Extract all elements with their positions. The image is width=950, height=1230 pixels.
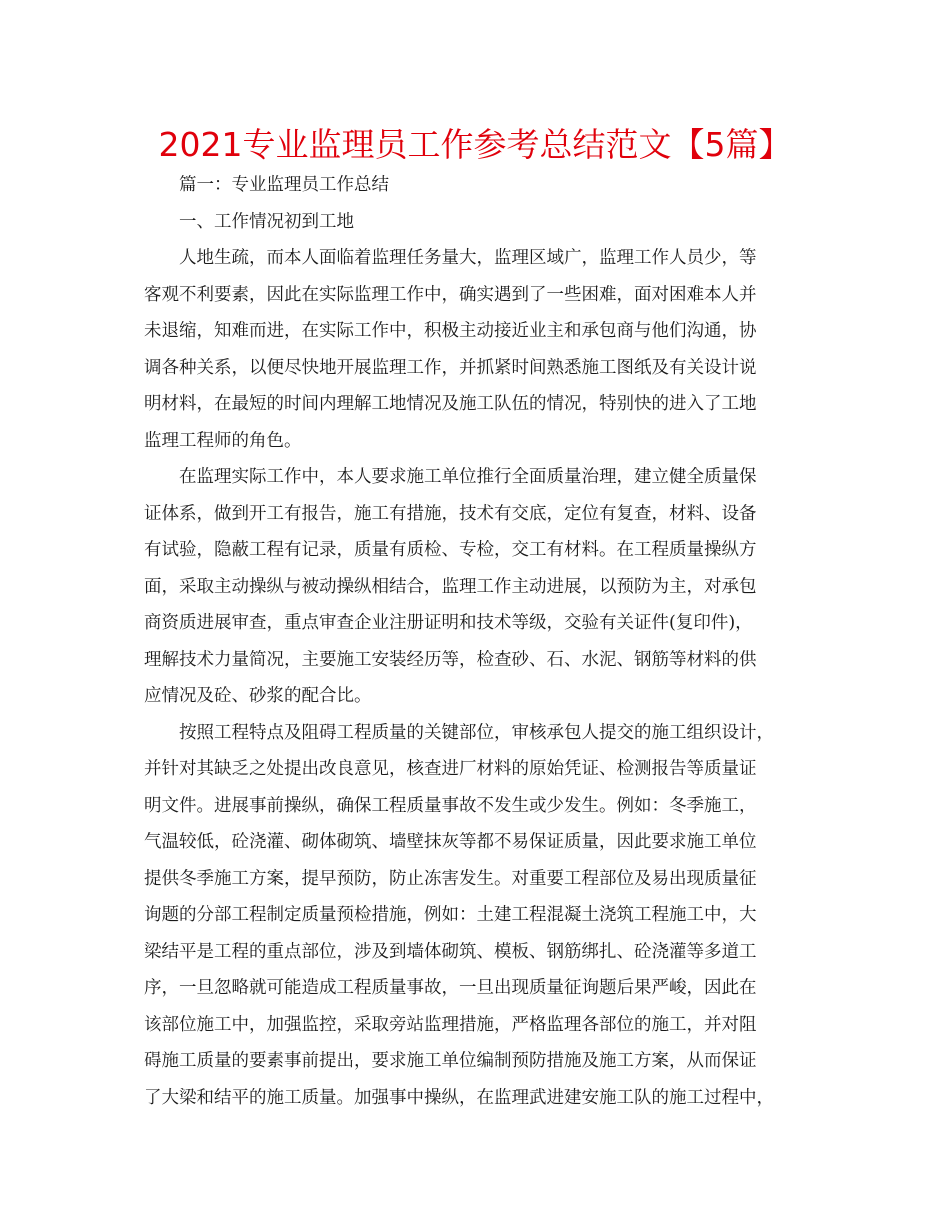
paragraph-line: 证体系，做到开工有报告，施工有措施，技术有交底，定位有复查，材料、设备 (144, 503, 757, 524)
paragraph-line: 按照工程特点及阻碍工程质量的关键部位，审核承包人提交的施工组织设计， (179, 722, 774, 743)
paragraph-2 (144, 459, 808, 715)
document-title: 2021专业监理员工作参考总结范文【5篇】 (158, 125, 792, 164)
document-body (144, 167, 808, 1116)
paragraph-line: 气温较低，砼浇灌、砌体砌筑、墙壁抹灰等都不易保证质量，因此要求施工单位 (144, 832, 757, 852)
paragraph-line: 在监理实际工作中，本人要求施工单位推行全面质量治理，建立健全质量保 (179, 467, 757, 487)
paragraph-line: 该部位施工中，加强监控，采取旁站监理措施，严格监理各部位的施工，并对阻 (144, 1014, 757, 1035)
paragraph-line: 序，一旦忽略就可能造成工程质量事故，一旦出现质量征询题后果严峻，因此在 (144, 978, 757, 998)
paragraph-line: 明材料，在最短的时间内理解工地情况及施工队伍的情况，特别快的进入了工地 (144, 394, 757, 414)
paragraph-line: 梁结平是工程的重点部位，涉及到墙体砌筑、模板、钢筋绑扎、砼浇灌等多道工 (144, 941, 757, 962)
paragraph-line: 商资质进展审查，重点审查企业注册证明和技术等级，交验有关证件(复印件)， (144, 613, 753, 633)
paragraph-line: 提供冬季施工方案，提早预防，防止冻害发生。对重要工程部位及易出现质量征 (144, 868, 757, 889)
paragraph-line: 调各种关系，以便尽快地开展监理工作，并抓紧时间熟悉施工图纸及有关设计说 (144, 357, 757, 378)
paragraph-line: 碍施工质量的要素事前提出，要求施工单位编制预防措施及施工方案，从而保证 (144, 1051, 757, 1071)
subheading: 一、工作情况初到工地 (179, 211, 354, 232)
paragraph-line: 有试验，隐蔽工程有记录，质量有质检、专检，交工有材料。在工程质量操纵方 (144, 540, 757, 560)
paragraph-line: 监理工程师的角色。 (144, 430, 302, 451)
paragraph-3 (144, 715, 808, 1117)
paragraph-line: 应情况及砼、砂浆的配合比。 (144, 686, 372, 706)
paragraph-line: 了大梁和结平的施工质量。加强事中操纵，在监理武进建安施工队的施工过程中， (144, 1087, 774, 1108)
paragraph-line: 人地生疏，而本人面临着监理任务量大，监理区域广，监理工作人员少，等 (179, 248, 757, 268)
paragraph-line: 未退缩，知难而进，在实际工作中，积极主动接近业主和承包商与他们沟通，协 (144, 321, 757, 341)
paragraph-line: 询题的分部工程制定质量预检措施，例如：土建工程混凝土浇筑工程施工中，大 (144, 905, 757, 925)
paragraph-line: 客观不利要素，因此在实际监理工作中，确实遇到了一些困难，面对困难本人并 (144, 284, 757, 305)
section-heading: 篇一：专业监理员工作总结 (179, 175, 389, 195)
paragraph-line: 面，采取主动操纵与被动操纵相结合，监理工作主动进展，以预防为主，对承包 (144, 576, 757, 597)
paragraph-line: 理解技术力量简况，主要施工安装经历等，检查砂、石、水泥、钢筋等材料的供 (144, 649, 757, 670)
paragraph-line: 明文件。进展事前操纵，确保工程质量事故不发生或少发生。例如：冬季施工， (144, 795, 757, 816)
paragraph-line: 并针对其缺乏之处提出改良意见，核查进厂材料的原始凭证、检测报告等质量证 (144, 759, 757, 779)
paragraph-1 (144, 240, 808, 459)
